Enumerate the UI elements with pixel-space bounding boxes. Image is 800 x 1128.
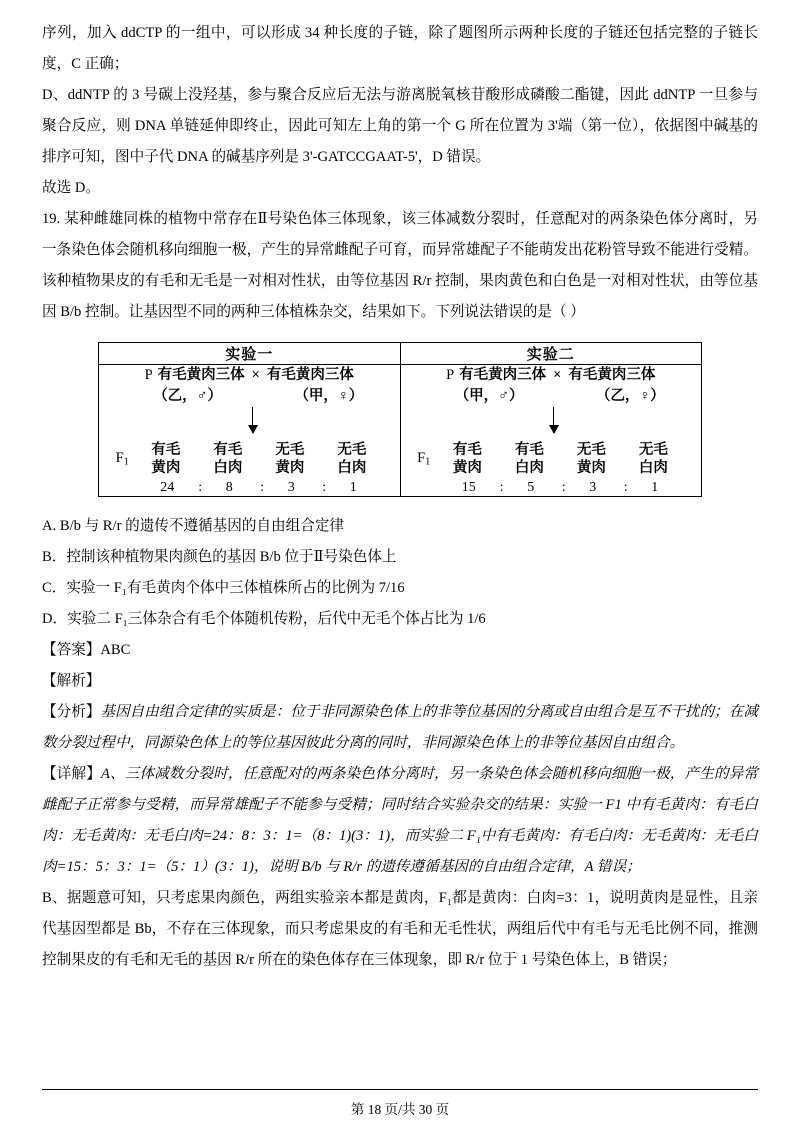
paragraph-option-d: D、ddNTP 的 3 号碳上没羟基，参与聚合反应后无法与游离脱氧核苷酸形成磷酸二酯键，因此 ddNTP 一旦参与聚合反应，则 DNA 单链延伸即终止，因此可知左上角的第一个 G 所在位置为 3'端（第一位），依据图中碱基的排序可知，图中子代 DNA 的碱基序列是 3'-GATCCGAAT-5'，D 错误。 [42, 87, 758, 165]
parent-right-note-2: （乙，♀） [595, 388, 665, 404]
ratio-value: 8 [225, 480, 233, 495]
option-b: B．控制该种植物果肉颜色的基因 B/b 位于Ⅱ号染色体上 [42, 549, 397, 565]
p-label-1: P [144, 367, 153, 383]
detail-paragraph-a [42, 759, 758, 883]
f1-row-2 [401, 441, 702, 477]
parent-left-2: 有毛黄肉三体 [459, 367, 547, 383]
question-19 [42, 204, 758, 328]
table-body-row [99, 365, 702, 497]
answer-line: 【答案】ABC [42, 642, 131, 658]
experiment-table-wrapper [42, 342, 758, 497]
ratio-value: 3 [589, 480, 597, 495]
parent-right-2: 有毛黄肉三体 [568, 367, 656, 383]
arrow-row-2 [401, 407, 702, 441]
f1-ratio-row-2: 15 : 5 : 3 : 1 [401, 480, 702, 496]
paragraph-answer-choice: 故选 D。 [42, 180, 100, 196]
paragraph-continuation: 序列，加入 ddCTP 的一组中，可以形成 34 种长度的子链，除了题图所示两种长度的子链还包括完整的子链长度，C 正确； [42, 25, 758, 72]
ratio-value: 1 [349, 480, 357, 495]
p-generation-row-1 [99, 365, 400, 385]
table-header-row [99, 343, 702, 365]
parent-left-note-1: （乙，♂） [153, 388, 223, 404]
f1-item: 有毛 白肉 [514, 442, 544, 476]
parent-notes-row-2 [401, 385, 702, 407]
down-arrow-icon [252, 407, 253, 433]
cross-symbol-2: × [553, 367, 562, 383]
analysis-text: 基因自由组合定律的实质是：位于非同源染色体上的非等位基因的分离或自由组合是互不干扰的；在减数分裂过程中，同源染色体上的等位基因彼此分离的同时，非同源染色体上的非等位基因自由组合。 [42, 704, 758, 751]
page-footer [0, 1082, 800, 1118]
question-number: 19. [42, 211, 61, 227]
f1-item: 无毛 白肉 [638, 442, 668, 476]
ratio-value: 15 [461, 480, 476, 495]
option-c: C．实验一 F₁有毛黄肉个体中三体植株所占的比例为 7/16 [42, 580, 405, 596]
footer-divider [42, 1089, 758, 1090]
detail-paragraph-b: B、据题意可知，只考虑果肉颜色，两组实验亲本都是黄肉，F₁都是黄肉：白肉=3：1，说明黄肉是显性，且亲代基因型都是 Bb，不存在三体现象，而只考虑果皮的有毛和无毛性状，两组后代中有毛与无毛比例不同，推测控制果皮的有毛和无毛的基因 R/r 所在的染色体存在三体现象，即 R/r 位于 1 号染色体上，B 错误； [42, 890, 758, 968]
detail-text-a: A、三体减数分裂时，任意配对的两条染色体分离时，另一条染色体会随机移向细胞一极，产生的异常雌配子正常参与受精，而异常雄配子不能参与受精；同时结合实验杂交的结果：实验一 F1 中有毛黄肉：有毛白肉：无毛黄肉：无毛白肉=24：8：3：1=（8：1)(3：1)，而实验二 F₁中有毛黄肉：有毛白肉：无毛黄肉：无毛白肉=15：5：3：1=（5：1）(3：1)，说明 B/b 与 R/r 的遗传遵循基因的自由组合定律，A 错误； [42, 766, 758, 875]
f1-item: 有毛 黄肉 [452, 442, 482, 476]
p-label-2: P [446, 367, 455, 383]
experiment-2-cell [400, 365, 702, 497]
page-number: 第 18 页/共 30 页 [350, 1102, 450, 1117]
f1-item: 有毛 白肉 [213, 442, 243, 476]
parent-notes-row-1 [99, 385, 400, 407]
ratio-value: 1 [651, 480, 659, 495]
detail-title: 【详解】 [42, 766, 101, 782]
ratio-value: 3 [287, 480, 295, 495]
f1-label-2: $F_1$ [417, 450, 431, 468]
p-generation-row-2 [401, 365, 702, 385]
parent-left-1: 有毛黄肉三体 [157, 367, 245, 383]
f1-item: 无毛 黄肉 [576, 442, 606, 476]
question-stem: 某种雌雄同株的植物中常存在Ⅱ号染色体三体现象，该三体减数分裂时，任意配对的两条染色体分离时，另一条染色体会随机移向细胞一极，产生的异常雌配子可育，而异常雄配子不能萌发出花粉管导致不能进行受精。该种植物果皮的有毛和无毛是一对相对性状，由等位基因 R/r 控制，果肉黄色和白色是一对相对性状，由等位基因 B/b 控制。让基因型不同的两种三体植株杂交，结果如下。下列说法错误的是（ ） [42, 211, 758, 320]
cross-symbol-1: × [251, 367, 260, 383]
f1-item: 有毛 黄肉 [151, 442, 181, 476]
f1-item: 无毛 黄肉 [275, 442, 305, 476]
f1-row-1 [99, 441, 400, 477]
parent-left-note-2: （甲，♂） [454, 388, 524, 404]
parent-right-note-1: （甲，♀） [294, 388, 364, 404]
down-arrow-icon [553, 407, 554, 433]
analysis-paragraph [42, 697, 758, 759]
parent-right-1: 有毛黄肉三体 [266, 367, 354, 383]
analysis-title: 【分析】 [42, 704, 101, 720]
experiment-1-cell [99, 365, 401, 497]
experiment-2-header: 实验二 [400, 343, 702, 365]
f1-label-1: $F_1$ [115, 450, 129, 468]
option-a: A. B/b 与 R/r 的遗传不遵循基因的自由组合定律 [42, 518, 345, 534]
f1-ratio-row-1: 24 : 8 : 3 : 1 [99, 480, 400, 496]
f1-item: 无毛 白肉 [337, 442, 367, 476]
experiment-table [98, 342, 702, 497]
ratio-value: 24 [160, 480, 175, 495]
ratio-value: 5 [527, 480, 535, 495]
explanation-label: 【解析】 [42, 673, 101, 689]
arrow-row-1 [99, 407, 400, 441]
experiment-1-header: 实验一 [99, 343, 401, 365]
option-d: D．实验二 F₁三体杂合有毛个体随机传粉，后代中无毛个体占比为 1/6 [42, 611, 486, 627]
